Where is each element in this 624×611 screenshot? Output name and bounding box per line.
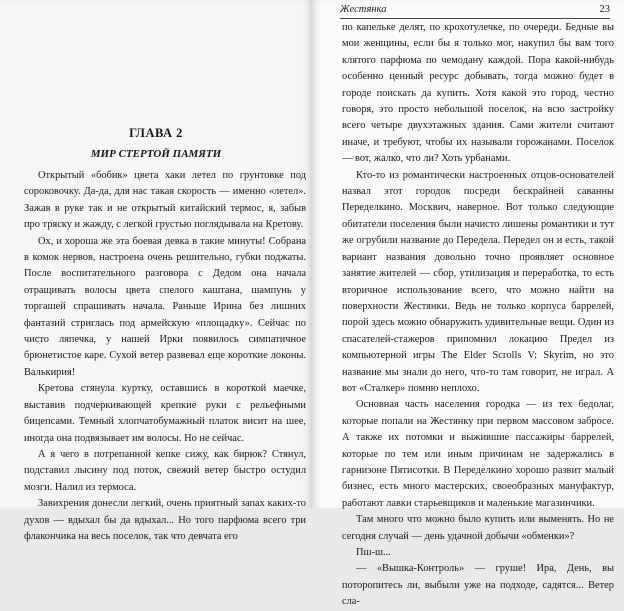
right-page-text	[342, 20, 614, 611]
paragraph: Открытый «бобик» цвета хаки летел по грунтовке под сороковочку. Да-да, для нас такая скорость — именно «летел». Зажав в руке так и не открытый китайский термос, я, забыв про тряску и жажду, с легкой грустью поглядывала на Кретову.	[24, 170, 306, 231]
paragraph: Ох, и хороша же эта боевая девка в такие минуты! Собрана в комок нервов, настроена очень решительно, губки поджаты. После воспитательного разговора с Дедом она начала отращивать волосы цвета спелого каштана, шампунь у торгашей спрашивать начала. Раньше Ирина без лишних фантазий стриглась под армейскую «площадку». Сейчас по чисто ляпечка, у нашей Ирки появилось симпатичное брюнетистое каре. Сухой ветер развевал еще короткие локоны. Валькирия!	[24, 235, 306, 378]
paragraph: по капельке делят, по крохотулечке, по очереди. Бедные вы мои женщины, если бы я только мог, накупил бы вам того клятого парфюма по чемодану каждой. Пора какой-нибудь особенно ценный ресурс добывать, тогда можно будет в городе поискать да купить. Хотя какой это город, честно говоря, это просто небольшой поселок, на всю застройку всего четыре двухэтажных здания. Сами жители считают иначе, и требуют, чтобы их называли горожанами. Поселок — вот, жалко, что ли? Хоть урбанами.	[342, 22, 614, 165]
running-header	[340, 4, 610, 19]
paragraph: Кто-то из романтически настроенных отцов-основателей назвал этот городок посреди бескрайней саванны Переделкино. Москвич, наверное. Вот только следующие обитатели поселения были начисто лишены романтики и тут же огрубили название до Передела. Передел он и есть, такой вариант названия довольно точно проявляет основное занятие жителей — сбор, утилизация и переработка, то есть вторичное использование всего, что можно найти на поверхности Жестянки. Ведь не только корпуса баррелей, порой здесь можно обнаружить удивительные вещи. Один из спасателей-стажеров припомнил локацию Предел из компьютерной игры The Elder Scrolls V: Skyrim, но это название мы знали до него, что-то там говорит, не играл. А вот «Сталкер» помню неплохо.	[342, 169, 614, 394]
running-title: Жестянка	[340, 4, 387, 15]
paragraph: Пш-ш...	[356, 547, 391, 558]
paragraph: Завихрения донесли легкий, очень приятный запах каких-то духов — вдыхал бы да вдыхал... Но того парфюма всего три флакончика на весь поселок, так что девчата его	[24, 498, 306, 542]
paragraph: Основная часть населения городка — из тех бедолаг, которые попали на Жестянку при первом массовом забросе. А также их потомки и выжившие пассажиры баррелей, которые по тем или иным причинам не задержались в гарнизоне Пятисотки. В Переделкино хорошо развит малый бизнес, есть много мастерских, своеобразных мануфактур, работают лавки старьевщиков и маленькие магазинчики.	[342, 399, 614, 509]
paragraph: — «Вышка-Контроль» — грушe! Ира, День, вы поторопитесь ли, выбыли уже на подходе, садятся... Ветер сла-	[342, 563, 614, 608]
paragraph: А я чего в потрепанной кепке сижу, как бирюк? Стянул, подставил лысину под поток, свежий ветер быстро остудил мозги. Налил из термоса.	[24, 448, 306, 493]
paragraph: Там много что можно было купить или выменять. Но не сегодня случай — день удачной добычи «обменки»?	[342, 514, 614, 542]
left-page-text	[24, 168, 306, 545]
page-number: 23	[599, 4, 610, 15]
chapter-title: МИР СТЕРТОЙ ПАМЯТИ	[90, 148, 222, 160]
left-page	[0, 0, 312, 542]
chapter-number: ГЛАВА 2	[129, 126, 183, 140]
paragraph: Кретова стянула куртку, оставшись в короткой маечке, выставив подчеркивающей крепкие руки с рельефными бицепсами. Темный хлопчатобумажный платок висит на шее, иногда она подвязывает им волосы. Но не сейчас.	[24, 383, 306, 444]
